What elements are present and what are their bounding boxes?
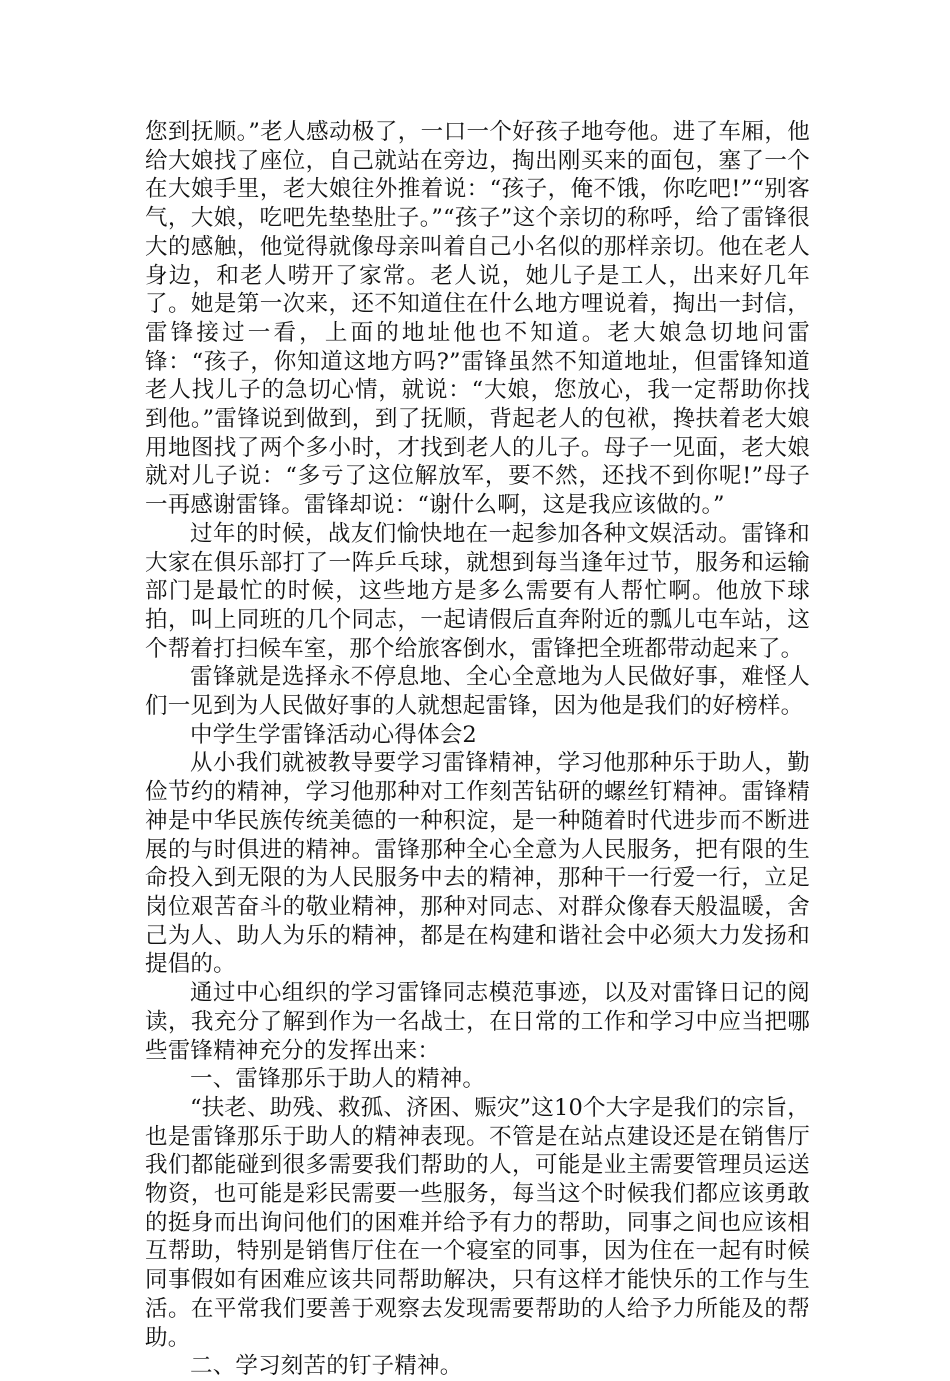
paragraph: 雷锋就是选择永不停息地、全心全意地为人民做好事，难怪人们一见到为人民做好事的人就想起雷锋，因为他是我们的好榜样。 [145, 664, 810, 720]
section-heading: 一、雷锋那乐于助人的精神。 [190, 1066, 486, 1093]
paragraph: 过年的时候，战友们愉快地在一起参加各种文娱活动。雷锋和大家在俱乐部打了一阵乒乓球，就想到每当逢年过节，服务和运输部门是最忙的时候，这些地方是多么需要有人帮忙啊。他放下球拍，叫上同班的几个同志，一起请假后直奔附近的瓢儿屯车站，这个帮着打扫候车室，那个给旅客倒水，雷锋把全班都带动起来了。 [145, 520, 810, 662]
paragraph: 您到抚顺。”老人感动极了，一口一个好孩子地夸他。进了车厢，他给大娘找了座位，自己就站在旁边，掏出刚买来的面包，塞了一个在大娘手里，老大娘往外推着说：“孩子，俺不饿，你吃吧!”“别客气，大娘，吃吧先垫垫肚子。”“孩子”这个亲切的称呼，给了雷锋很大的感触，他觉得就像母亲叫着自己小名似的那样亲切。他在老人身边，和老人唠开了家常。老人说，她儿子是工人，出来好几年了。她是第一次来，还不知道住在什么地方哩说着，掏出一封信，雷锋接过一看，上面的地址他也不知道。老大娘急切地问雷锋：“孩子，你知道这地方吗?”雷锋虽然不知道地址，但雷锋知道老人找儿子的急切心情，就说：“大娘，您放心，我一定帮助你找到他。”雷锋说到做到，到了抚顺，背起老人的包袱，搀扶着老大娘用地图找了两个多小时，才找到老人的儿子。母子一见面，老大娘就对儿子说：“多亏了这位解放军，要不然，还找不到你呢!”母子一再感谢雷锋。雷锋却说：“谢什么啊，这是我应该做的。” [145, 119, 810, 519]
document-page [145, 118, 810, 1381]
paragraph: “扶老、助残、救孤、济困、赈灾”这10个大字是我们的宗旨，也是雷锋那乐于助人的精神表现。不管是在站点建设还是在销售厅我们都能碰到很多需要我们帮助的人，可能是业主需要管理员运送物资，也可能是彩民需要一些服务，每当这个时候我们都应该勇敢的挺身而出询问他们的困难并给予有力的帮助，同事之间也应该相互帮助，特别是销售厅住在一个寝室的同事，因为住在一起有时候同事假如有困难应该共同帮助解决，只有这样才能快乐的工作与生活。在平常我们要善于观察去发现需要帮助的人给予力所能及的帮助。 [145, 1094, 810, 1351]
paragraph: 从小我们就被教导要学习雷锋精神，学习他那种乐于助人，勤俭节约的精神，学习他那种对工作刻苦钻研的螺丝钉精神。雷锋精神是中华民族传统美德的一种积淀，是一种随着时代进步而不断进展的与时俱进的精神。雷锋那种全心全意为人民服务，把有限的生命投入到无限的为人民服务中去的精神，那种干一行爱一行，立足岗位艰苦奋斗的敬业精神，那种对同志、对群众像春天般温暖，舍己为人、助人为乐的精神，都是在构建和谐社会中必须大力发扬和提倡的。 [145, 750, 810, 978]
section-title: 中学生学雷锋活动心得体会2 [190, 721, 477, 748]
section-heading: 二、学习刻苦的钉子精神。 [190, 1353, 463, 1380]
paragraph: 通过中心组织的学习雷锋同志模范事迹，以及对雷锋日记的阅读，我充分了解到作为一名战士，在日常的工作和学习中应当把哪些雷锋精神充分的发挥出来： [145, 980, 810, 1064]
